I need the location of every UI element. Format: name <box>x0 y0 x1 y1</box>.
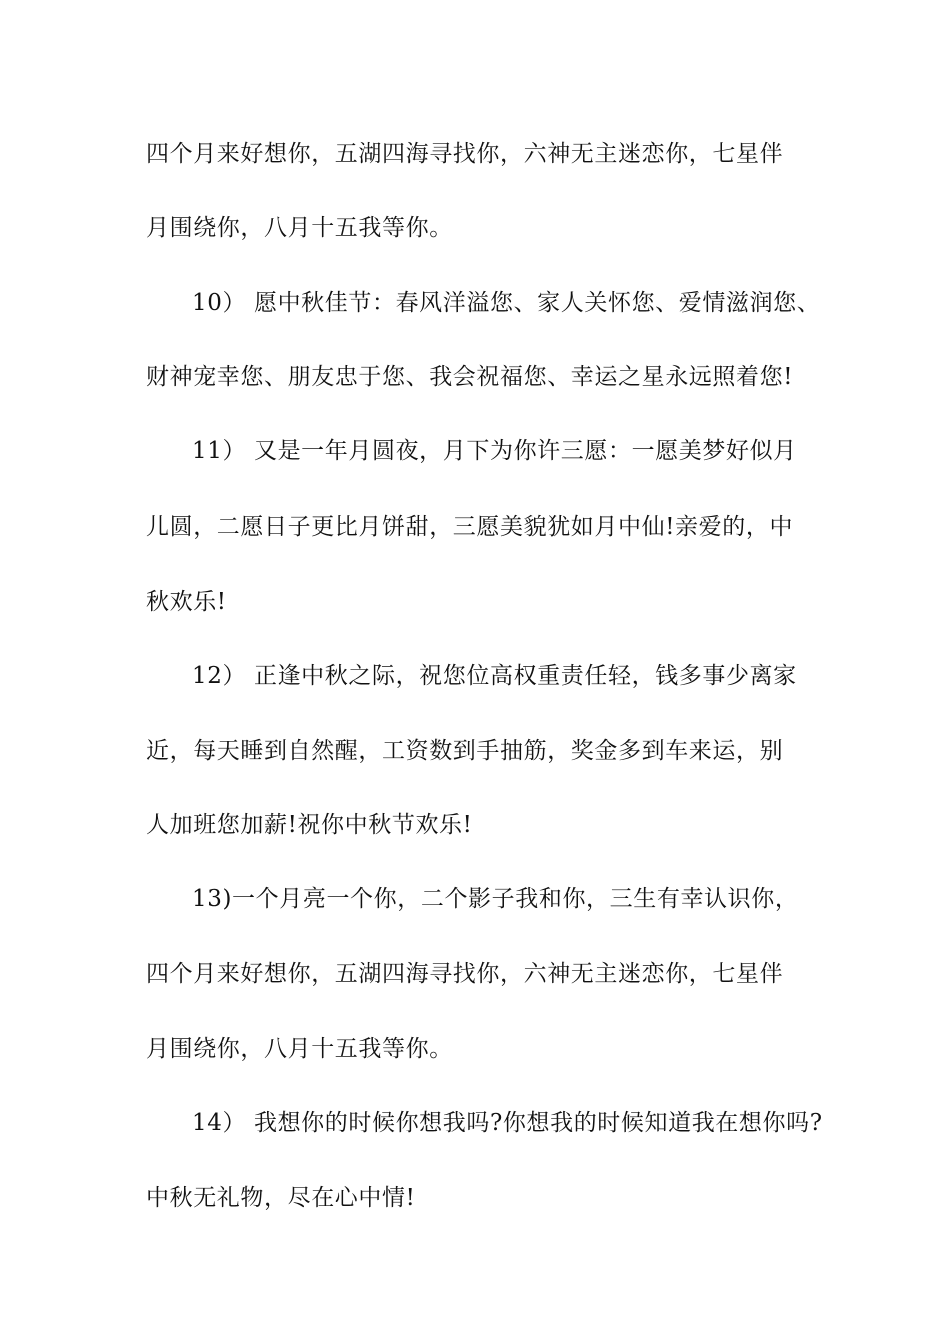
text-line: 人加班您加薪!祝你中秋节欢乐! <box>146 812 473 838</box>
text-line: 秋欢乐! <box>146 589 227 615</box>
text-line: 四个月来好想你，五湖四海寻找你，六神无主迷恋你，七星伴 <box>146 141 784 167</box>
text-line: 13)一个月亮一个你，二个影子我和你，三生有幸认识你， <box>192 886 799 912</box>
text-line: 四个月来好想你，五湖四海寻找你，六神无主迷恋你，七星伴 <box>146 961 784 987</box>
text-line: 中秋无礼物，尽在心中情! <box>146 1185 416 1211</box>
text-line: 月围绕你，八月十五我等你。 <box>146 1036 453 1062</box>
text-line: 14） 我想你的时候你想我吗?你想我的时候知道我在想你吗? <box>192 1110 823 1136</box>
text-line: 儿圆，二愿日子更比月饼甜，三愿美貌犹如月中仙!亲爱的，中 <box>146 514 794 540</box>
text-line: 11） 又是一年月圆夜，月下为你许三愿：一愿美梦好似月 <box>192 438 797 464</box>
text-line: 10） 愿中秋佳节：春风洋溢您、家人关怀您、爱情滋润您、 <box>192 290 821 316</box>
text-line: 财神宠幸您、朋友忠于您、我会祝福您、幸运之星永远照着您! <box>146 364 794 390</box>
text-line: 月围绕你，八月十五我等你。 <box>146 215 453 241</box>
text-line: 近，每天睡到自然醒，工资数到手抽筋，奖金多到车来运，别 <box>146 738 784 764</box>
text-line: 12） 正逢中秋之际，祝您位高权重责任轻，钱多事少离家 <box>192 663 797 689</box>
